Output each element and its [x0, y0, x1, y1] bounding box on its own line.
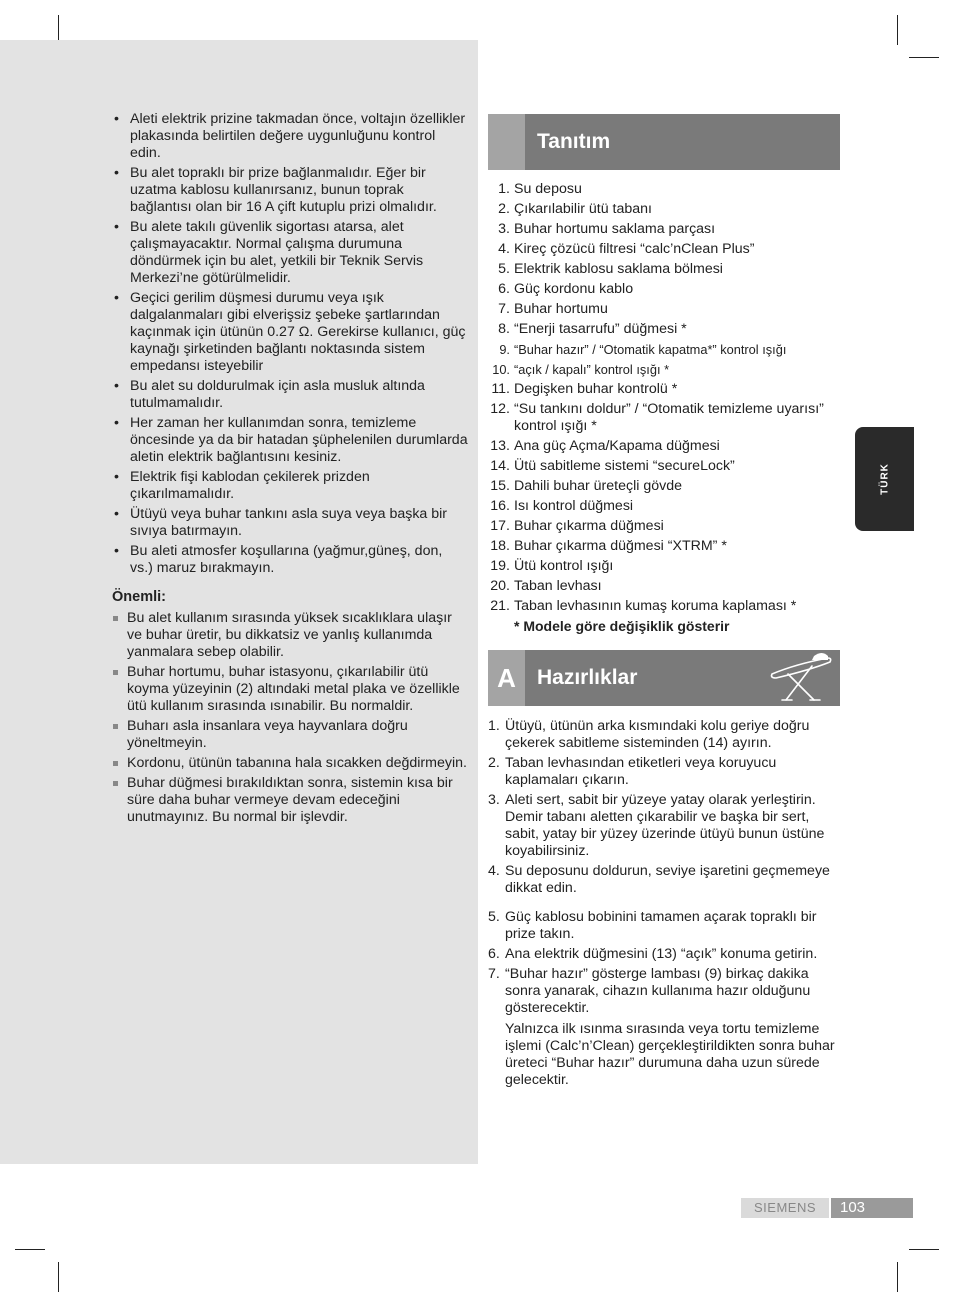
list-item: 21. Taban levhasının kumaş koruma kaplaması *	[490, 598, 797, 614]
prep-letter: A	[488, 650, 525, 706]
list-item: • Her zaman her kullanımdan sonra, temizleme öncesinde ya da bir hatadan şüphelenilen durumlarda aletin elektrik bağlantısını kesiniz.	[112, 415, 468, 466]
ironing-board-icon	[766, 652, 836, 704]
list-item: 7. “Buhar hazır” gösterge lambası (9) birkaç dakika sonra yanarak, cihazın kullanıma hazır olduğunu gösterecektir. Yalnızca ilk ısınma sırasında veya tortu temizleme işlemi (Calc’n’Clean) gerçekleştirildikten sonra buhar üreteci “Buhar hazır” durumuna daha uzun sürede gelecektir.	[488, 966, 838, 1089]
list-item: 8. “Enerji tasarrufu” düğmesi *	[498, 321, 687, 337]
list-item: 16. Isı kontrol düğmesi	[490, 498, 634, 514]
prep-steps	[488, 718, 838, 1092]
list-item: • Ütüyü veya buhar tankını asla suya veya başka bir sıvıya batırmayın.	[112, 506, 468, 540]
list-item: 7. Buhar hortumu	[498, 301, 608, 317]
list-item: Kordonu, ütünün tabanına hala sıcakken değdirmeyin.	[112, 755, 468, 772]
list-item: 5. Güç kablosu bobinini tamamen açarak topraklı bir prize takın.	[488, 909, 817, 942]
list-item: Buhar hortumu, buhar istasyonu, çıkarılabilir ütü koyma yüzeyinin (2) altındaki metal plaka ve özellikle ütü kullanım sırasında ısınabilir. Bu normaldir.	[112, 664, 468, 715]
list-item: 9. “Buhar hazır” / “Otomatik kapatma*” kontrol ışığı	[499, 342, 787, 357]
list-item: 6. Güç kordonu kablo	[498, 281, 634, 297]
list-item: 20. Taban levhası	[490, 578, 602, 594]
model-note: * Modele göre değişiklik gösterir	[514, 618, 730, 634]
list-item: 13. Ana güç Açma/Kapama düğmesi	[490, 438, 720, 454]
intro-title: Tanıtım	[537, 130, 611, 153]
list-item: • Bu alet topraklı bir prize bağlanmalıdır. Eğer bir uzatma kablosu kullanırsanız, bunun toprak bağlantısı olan bir 16 A çift kutuplu prizi olmalıdır.	[112, 165, 468, 216]
list-item: • Aleti elektrik prizine takmadan önce, voltajın özellikler plakasında belirtilen değere uygunluğunu kontrol edin.	[112, 111, 468, 162]
intro-header	[488, 114, 840, 170]
crop-mark	[897, 15, 898, 45]
list-item: 14. Ütü sabitleme sistemi “secureLock”	[490, 458, 735, 474]
list-item: 18. Buhar çıkarma düğmesi “XTRM” *	[490, 538, 727, 554]
important-list	[112, 610, 468, 826]
language-label: TÜRK	[879, 463, 890, 495]
list-item: • Bu alete takılı güvenlik sigortası atarsa, alet çalışmayacaktır. Normal çalışma durumuna döndürmek için bu alet, yetkili bir Teknik Servis Merkezi’ne götürülmelidir.	[112, 219, 468, 287]
list-item: 4. Su deposunu doldurun, seviye işaretini geçmemeye dikkat edin.	[488, 863, 830, 896]
crop-mark	[897, 1262, 898, 1292]
list-item: 4. Kireç çözücü filtresi “calc’nClean Plus”	[498, 241, 755, 257]
list-item: • Elektrik fişi kablodan çekilerek prizden çıkarılmamalıdır.	[112, 469, 468, 503]
list-item: 12. “Su tankını doldur” / “Otomatik temizleme uyarısı” kontrol ışığı *	[490, 401, 824, 434]
crop-mark	[909, 57, 939, 58]
list-item: • Geçici gerilim düşmesi durumu veya ışık dalgalanmaları gibi elverişsiz şebeke şartlarından kaçınmak için ütünün 0.27 Ω. Gerekirse kullanıcı, güç kaynağı şirketinden bağlantı noktasında sistem empedansı isteyebilir	[112, 290, 468, 375]
brand-label: SIEMENS	[741, 1198, 829, 1218]
prep-title: Hazırlıklar	[537, 666, 638, 689]
list-item: 17. Buhar çıkarma düğmesi	[490, 518, 664, 534]
crop-mark	[15, 1249, 45, 1250]
prep-header	[488, 650, 840, 706]
crop-mark	[58, 1262, 59, 1292]
list-item: 1. Ütüyü, ütünün arka kısmındaki kolu geriye doğru çekerek sabitleme sisteminden (14) ayırın.	[488, 718, 810, 751]
list-item: 11. Degişken buhar kontrolü *	[491, 381, 678, 397]
list-item: 6. Ana elektrik düğmesini (13) “açık” konuma getirin.	[488, 946, 818, 962]
list-item: Buhar düğmesi bırakıldıktan sonra, sistemin kısa bir süre daha buhar vermeye devam edeceğini unutmayınız. Bu normal bir işlevdir.	[112, 775, 468, 826]
step-note: Yalnızca ilk ısınma sırasında veya tortu temizleme işlemi (Calc’n’Clean) gerçekleştirildikten sonra buhar üreteci “Buhar hazır” durumuna daha uzun sürede gelecektir.	[505, 1021, 835, 1088]
language-tab	[855, 427, 914, 531]
crop-mark	[909, 1249, 939, 1250]
safety-list	[112, 111, 468, 577]
safety-content	[112, 111, 468, 829]
list-item: 1. Su deposu	[498, 181, 582, 197]
list-item: 3. Buhar hortumu saklama parçası	[498, 221, 716, 237]
list-item: 2. Çıkarılabilir ütü tabanı	[498, 201, 653, 217]
list-item: 2. Taban levhasından etiketleri veya koruyucu kaplamaları çıkarın.	[488, 755, 777, 788]
parts-list	[488, 181, 848, 635]
list-item: Buharı asla insanlara veya hayvanlara doğru yöneltmeyin.	[112, 718, 468, 752]
page-number: 103	[831, 1198, 913, 1218]
list-item: 3. Aleti sert, sabit bir yüzeye yatay olarak yerleştirin. Demir tabanı aletten çıkarabilir ve başka bir sert, sabit, yatay bir yüzey üzerinde ütüyü bunun üstüne koyabilirsiniz.	[488, 792, 825, 859]
important-heading: Önemli:	[112, 589, 166, 605]
list-item: 15. Dahili buhar üreteçli gövde	[490, 478, 682, 494]
list-item: Bu alet kullanım sırasında yüksek sıcaklıklara ulaşır ve buhar üretir, bu dikkatsiz ve yanlış kullanımda yanmalara sebep olabilir.	[112, 610, 468, 661]
list-item: • Bu aleti atmosfer koşullarına (yağmur,güneş, don, vs.) maruz bırakmayın.	[112, 543, 468, 577]
list-item: 5. Elektrik kablosu saklama bölmesi	[498, 261, 723, 277]
list-item: • Bu alet su doldurulmak için asla musluk altında tutulmamalıdır.	[112, 378, 468, 412]
list-item: 19. Ütü kontrol ışığı	[490, 558, 614, 574]
list-item: 10. “açık / kapalı” kontrol ışığı *	[492, 362, 670, 377]
intro-header-tab	[488, 114, 525, 170]
